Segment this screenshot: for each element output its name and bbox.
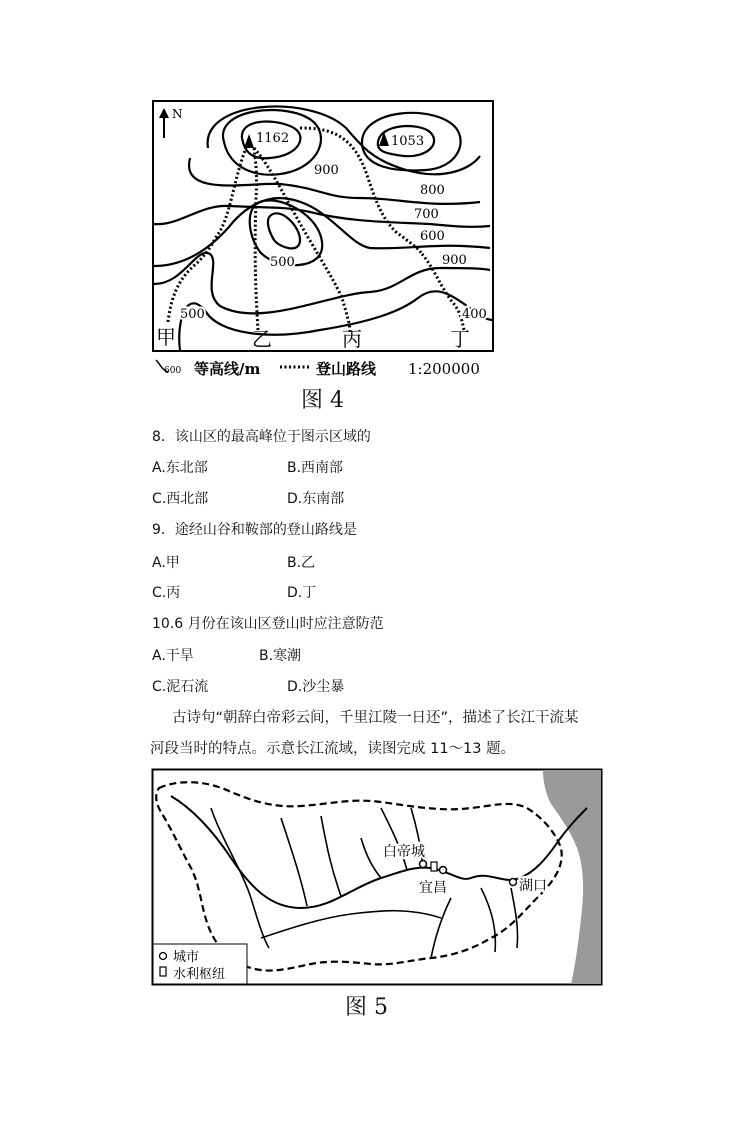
q10-option-b: B.寒潮 xyxy=(259,648,302,664)
passage-line-2: 河段当时的特点。示意长江流域，读图完成 11～13 题。 xyxy=(150,741,516,757)
legend-route-label: 登山路线 xyxy=(316,360,377,378)
legend-sample-value: 600 xyxy=(164,366,182,376)
city-label-baidicheng: 白帝城 xyxy=(383,844,425,860)
peak-label-1162: 1162 xyxy=(256,131,290,146)
q8-option-d: D.东南部 xyxy=(287,491,345,507)
contour-label: 800 xyxy=(420,183,445,198)
q10-option-a: A.干旱 xyxy=(152,648,194,664)
city-label-yichang: 宜昌 xyxy=(419,880,447,896)
water-project-icon xyxy=(431,862,437,871)
city-baidicheng-marker xyxy=(420,861,427,868)
figure-5-yangtze-map xyxy=(151,768,603,988)
city-hukou-marker xyxy=(510,879,517,886)
question-8-stem: 8．该山区的最高峰位于图示区域的 xyxy=(152,429,371,445)
contour-label: 400 xyxy=(462,307,487,322)
compass-label: N xyxy=(172,107,183,121)
q9-option-d: D.丁 xyxy=(287,585,317,601)
legend-scale: 1:200000 xyxy=(408,360,480,378)
legend-contour-label: 等高线/m xyxy=(194,360,261,378)
q9-option-a: A.甲 xyxy=(152,555,180,571)
route-label-jia: 甲 xyxy=(156,325,176,349)
contour-label: 900 xyxy=(314,163,339,178)
contour-label: 500 xyxy=(270,255,295,270)
city-yichang-marker xyxy=(440,867,447,874)
route-label-yi: 乙 xyxy=(252,327,272,351)
q8-option-a: A.东北部 xyxy=(152,460,208,476)
legend-water-project-label: 水利枢纽 xyxy=(173,967,226,982)
contour-label: 900 xyxy=(442,253,467,268)
figure-4-contour-map xyxy=(150,98,496,382)
q10-option-d: D.沙尘暴 xyxy=(287,679,345,695)
question-9-stem: 9．途经山谷和鞍部的登山路线是 xyxy=(152,522,357,538)
route-label-ding: 丁 xyxy=(450,327,470,351)
passage-line-1: 古诗句“朝辞白帝彩云间，千里江陵一日还”，描述了长江干流某 xyxy=(172,710,579,726)
peak-label-1053: 1053 xyxy=(391,134,425,149)
q9-option-b: B.乙 xyxy=(287,555,316,571)
q10-option-c: C.泥石流 xyxy=(152,679,209,695)
q8-option-c: C.西北部 xyxy=(152,491,209,507)
contour-label: 600 xyxy=(420,229,445,244)
question-10-stem: 10.6 月份在该山区登山时应注意防范 xyxy=(152,616,384,632)
legend-water-project-icon xyxy=(160,967,166,976)
contour-label: 500 xyxy=(180,307,205,322)
q8-option-b: B.西南部 xyxy=(287,460,344,476)
q9-option-c: C.丙 xyxy=(152,585,181,601)
figure-4-caption: 图 4 xyxy=(301,388,344,413)
legend-city-label: 城市 xyxy=(173,950,200,965)
figure-5-caption: 图 5 xyxy=(345,995,388,1020)
route-label-bing: 丙 xyxy=(342,327,362,351)
contour-label: 700 xyxy=(414,207,439,222)
city-label-hukou: 湖口 xyxy=(519,878,547,894)
legend-city-icon xyxy=(160,953,167,960)
